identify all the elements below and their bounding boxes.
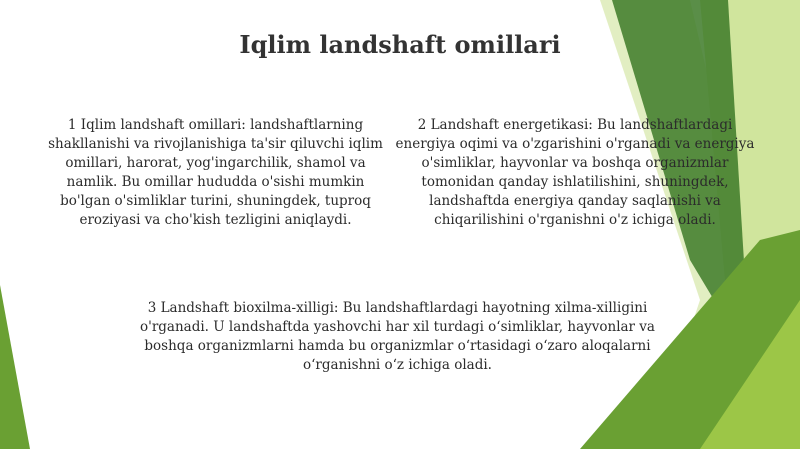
paragraph-landscape-biodiversity: 3 Landshaft bioxilma-xilligi: Bu landshaftlardagi hayotning xilma-xilligini o'rganadi. U landshaftda yashovchi har xil turdagi o‘simliklar, hayvonlar va boshqa organizmlarni hamda bu organizmlar o‘rtasidagi o‘zaro aloqalarni o‘rganishni o‘z ichiga oladi. — [140, 300, 655, 373]
paragraph-landscape-energetics: 2 Landshaft energetikasi: Bu landshaftlardagi energiya oqimi va o'zgarishini o'rganadi va energiya o'simliklar, hayvonlar va boshqa organizmlar tomonidan qanday ishlatilishini, shuningdek, landshaftda energiya qanday saqlanishi va chiqarilishini o'rganishni o'z ichiga oladi. — [395, 117, 755, 228]
left-green-triangle — [0, 285, 30, 449]
slide-title: Iqlim landshaft omillari — [239, 30, 561, 59]
paragraph-climate-factors: 1 Iqlim landshaft omillari: landshaftlarning shakllanishi va rivojlanishiga ta'sir qiluvchi iqlim omillari, harorat, yog'ingarchilik, shamol va namlik. Bu omillar hududda o'sishi mumkin bo'lgan o'simliklar turini, shuningdek, tuproq eroziyasi va cho'kish tezligini aniqlaydi. — [48, 117, 383, 228]
